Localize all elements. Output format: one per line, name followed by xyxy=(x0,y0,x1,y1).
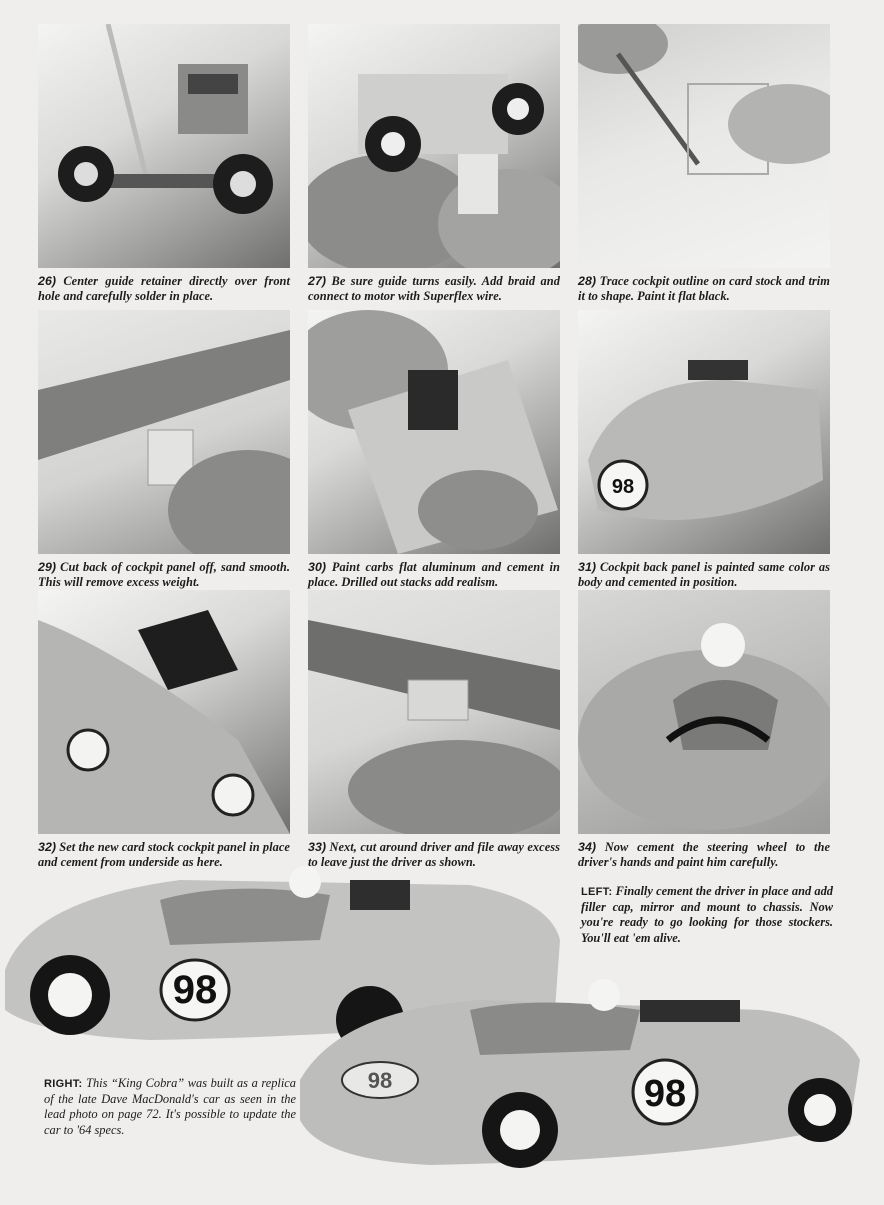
photo-chassis-guide xyxy=(38,24,290,268)
photo-set-panel xyxy=(38,590,290,834)
photo-trace-cockpit xyxy=(578,24,830,268)
photo-guide-braid xyxy=(308,24,560,268)
photo-back-panel xyxy=(578,310,830,554)
file-illustration xyxy=(38,310,290,554)
step-caption: 27) Be sure guide turns easily. Add braid and connect to motor with Superflex wire. xyxy=(308,274,560,303)
car-number-left: 98 xyxy=(172,968,218,1012)
carbs-illustration xyxy=(308,310,560,554)
step-caption: 28) Trace cockpit outline on card stock and trim it to shape. Paint it flat black. xyxy=(578,274,830,303)
step-34 xyxy=(578,590,830,870)
car-body-illustration xyxy=(578,310,830,554)
guide-illustration xyxy=(308,24,560,268)
driver-figure-illustration xyxy=(578,590,830,834)
car-number-hood: 98 xyxy=(367,1068,393,1093)
photo-steering-wheel xyxy=(578,590,830,834)
step-caption: 31) Cockpit back panel is painted same color as body and cemented in position. xyxy=(578,560,830,589)
car-number-right: 98 xyxy=(643,1073,687,1115)
chassis-illustration xyxy=(38,24,290,268)
step-29 xyxy=(38,310,290,590)
trace-illustration xyxy=(578,24,830,268)
driver-cut-illustration xyxy=(308,590,560,834)
photo-carbs xyxy=(308,310,560,554)
step-caption: 30) Paint carbs flat aluminum and cement in place. Drilled out stacks add realism. xyxy=(308,560,560,589)
step-caption: 29) Cut back of cockpit panel off, sand smooth. This will remove excess weight. xyxy=(38,560,290,589)
step-caption: 34) Now cement the steering wheel to the driver's hands and paint him carefully. xyxy=(578,840,831,869)
photo-cut-driver xyxy=(308,590,560,834)
step-31 xyxy=(578,310,830,590)
step-caption: 32) Set the new card stock cockpit panel in place and cement from underside as here. xyxy=(38,840,290,869)
note-right: RIGHT: This “King Cobra” was built as a replica of the late Dave MacDonald's car as seen in the lead photo on page 72. It's possible to update the car to '64 specs. xyxy=(44,1076,297,1137)
step-26 xyxy=(38,24,290,304)
car-number-decal: 98 xyxy=(611,476,635,498)
step-caption: 33) Next, cut around driver and file away excess to leave just the driver as shown. xyxy=(308,840,560,869)
step-30 xyxy=(308,310,560,590)
photo-cut-panel xyxy=(38,310,290,554)
note-left: LEFT: Finally cement the driver in place and add filler cap, mirror and mount to chassis. Now you're ready to go looking for those stockers. You'll eat 'em alive. xyxy=(581,884,833,945)
step-27 xyxy=(308,24,560,304)
panel-illustration xyxy=(38,590,290,834)
step-32 xyxy=(38,590,290,870)
step-28 xyxy=(578,24,830,304)
step-caption: 26) Center guide retainer directly over front hole and carefully solder in place. xyxy=(38,274,290,303)
step-33 xyxy=(308,590,560,870)
